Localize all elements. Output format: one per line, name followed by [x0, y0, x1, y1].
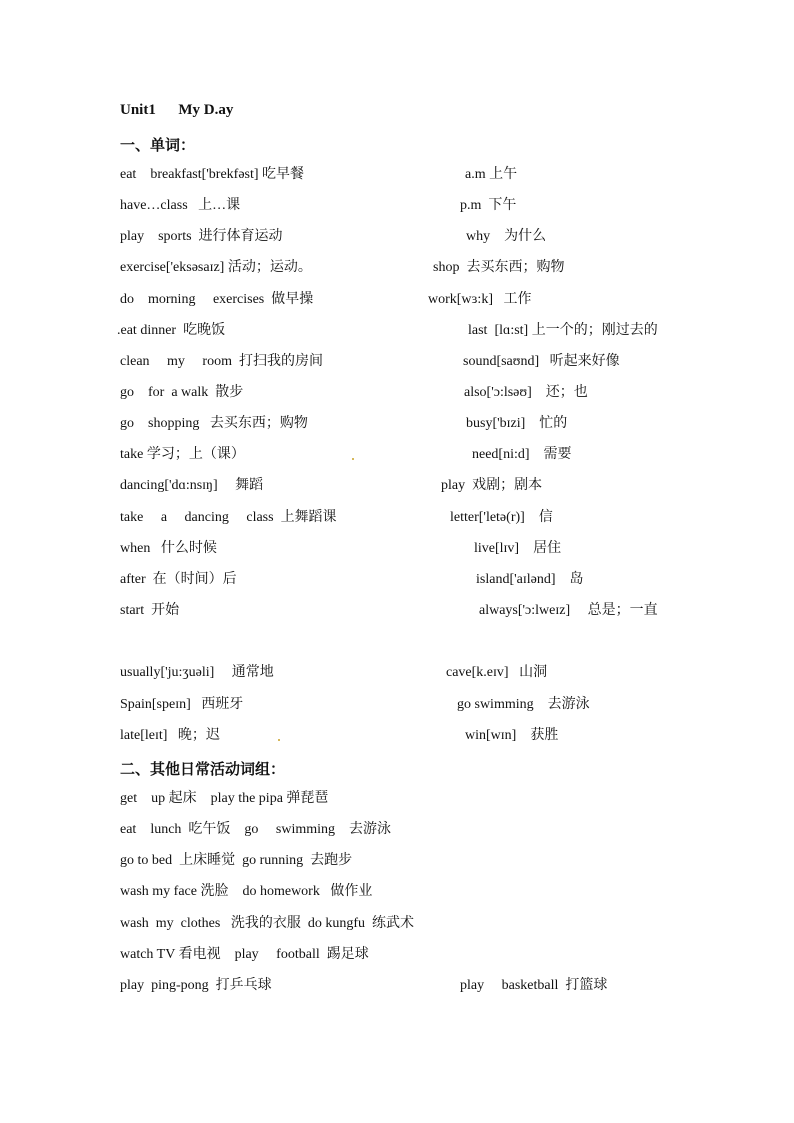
- vocab-left: Spain[speɪn] 西班牙: [120, 697, 244, 712]
- vocab-right: also['ɔ:lsəʊ] 还；也: [464, 385, 588, 400]
- vocab-right: last [lɑ:st] 上一个的；刚过去的: [468, 323, 658, 338]
- vocab-left: .eat dinner 吃晚饭: [117, 323, 226, 338]
- vocab-right: a.m 上午: [465, 167, 518, 182]
- vocab-right: letter['letə(r)] 信: [450, 510, 553, 525]
- vocab-right: p.m 下午: [460, 198, 517, 213]
- phrase-row: get up 起床 play the pipa 弹琵琶: [120, 791, 329, 806]
- vocab-right: need[ni:d] 需要: [472, 447, 572, 462]
- vocab-right: cave[k.eɪv] 山洞: [446, 665, 548, 680]
- vocab-left: late[leɪt] 晚；迟: [120, 728, 220, 743]
- vocab-left: exercise['eksəsaɪz] 活动；运动。: [120, 260, 312, 275]
- phrase-row: play ping-pong 打乒乓球: [120, 978, 272, 993]
- vocab-left: usually['ju:ʒuəli] 通常地: [120, 665, 274, 680]
- vocab-left: when 什么时候: [120, 541, 217, 556]
- vocab-right: shop 去买东西；购物: [433, 260, 565, 275]
- vocab-left: have…class 上…课: [120, 198, 241, 213]
- vocab-left: go shopping 去买东西；购物: [120, 416, 308, 431]
- vocab-right: always['ɔ:lweɪz] 总是；一直: [479, 603, 658, 618]
- vocab-right: island['aɪlənd] 岛: [476, 572, 584, 587]
- vocab-right: work[wɜ:k] 工作: [428, 292, 532, 307]
- vocab-left: after 在（时间）后: [120, 572, 237, 587]
- vocab-right: live[lɪv] 居住: [474, 541, 562, 556]
- stray-mark: [278, 739, 280, 741]
- vocab-right: sound[saʊnd] 听起来好像: [463, 354, 620, 369]
- section-heading-phrases: 二、其他日常活动词组：: [120, 760, 286, 778]
- page-title: Unit1 My D.ay: [120, 102, 234, 118]
- vocab-left: take a dancing class 上舞蹈课: [120, 510, 337, 525]
- section-heading-words: 一、单词：: [120, 136, 196, 154]
- vocab-right: why 为什么: [466, 229, 547, 244]
- phrase-row: go to bed 上床睡觉 go running 去跑步: [120, 853, 353, 868]
- stray-mark: [352, 458, 354, 460]
- phrase-row: wash my clothes 洗我的衣服 do kungfu 练武术: [120, 916, 414, 931]
- vocab-left: play sports 进行体育运动: [120, 229, 283, 244]
- vocab-left: clean my room 打扫我的房间: [120, 354, 323, 369]
- phrase-row: wash my face 洗脸 do homework 做作业: [120, 884, 373, 899]
- vocab-right: play 戏剧；剧本: [441, 478, 543, 493]
- phrase-row: watch TV 看电视 play football 踢足球: [120, 947, 369, 962]
- vocab-left: dancing['dɑ:nsɪŋ] 舞蹈: [120, 478, 264, 493]
- vocab-left: eat breakfast['brekfəst] 吃早餐: [120, 167, 305, 182]
- vocab-right: win[wɪn] 获胜: [465, 728, 559, 743]
- phrase-row-right: play basketball 打篮球: [460, 978, 608, 993]
- vocab-left: go for a walk 散步: [120, 385, 244, 400]
- vocab-right: go swimming 去游泳: [457, 697, 590, 712]
- vocab-left: take 学习；上（课）: [120, 447, 245, 462]
- phrase-row: eat lunch 吃午饭 go swimming 去游泳: [120, 822, 392, 837]
- vocab-left: do morning exercises 做早操: [120, 292, 314, 307]
- vocab-left: start 开始: [120, 603, 180, 618]
- vocab-right: busy['bɪzi] 忙的: [466, 416, 568, 431]
